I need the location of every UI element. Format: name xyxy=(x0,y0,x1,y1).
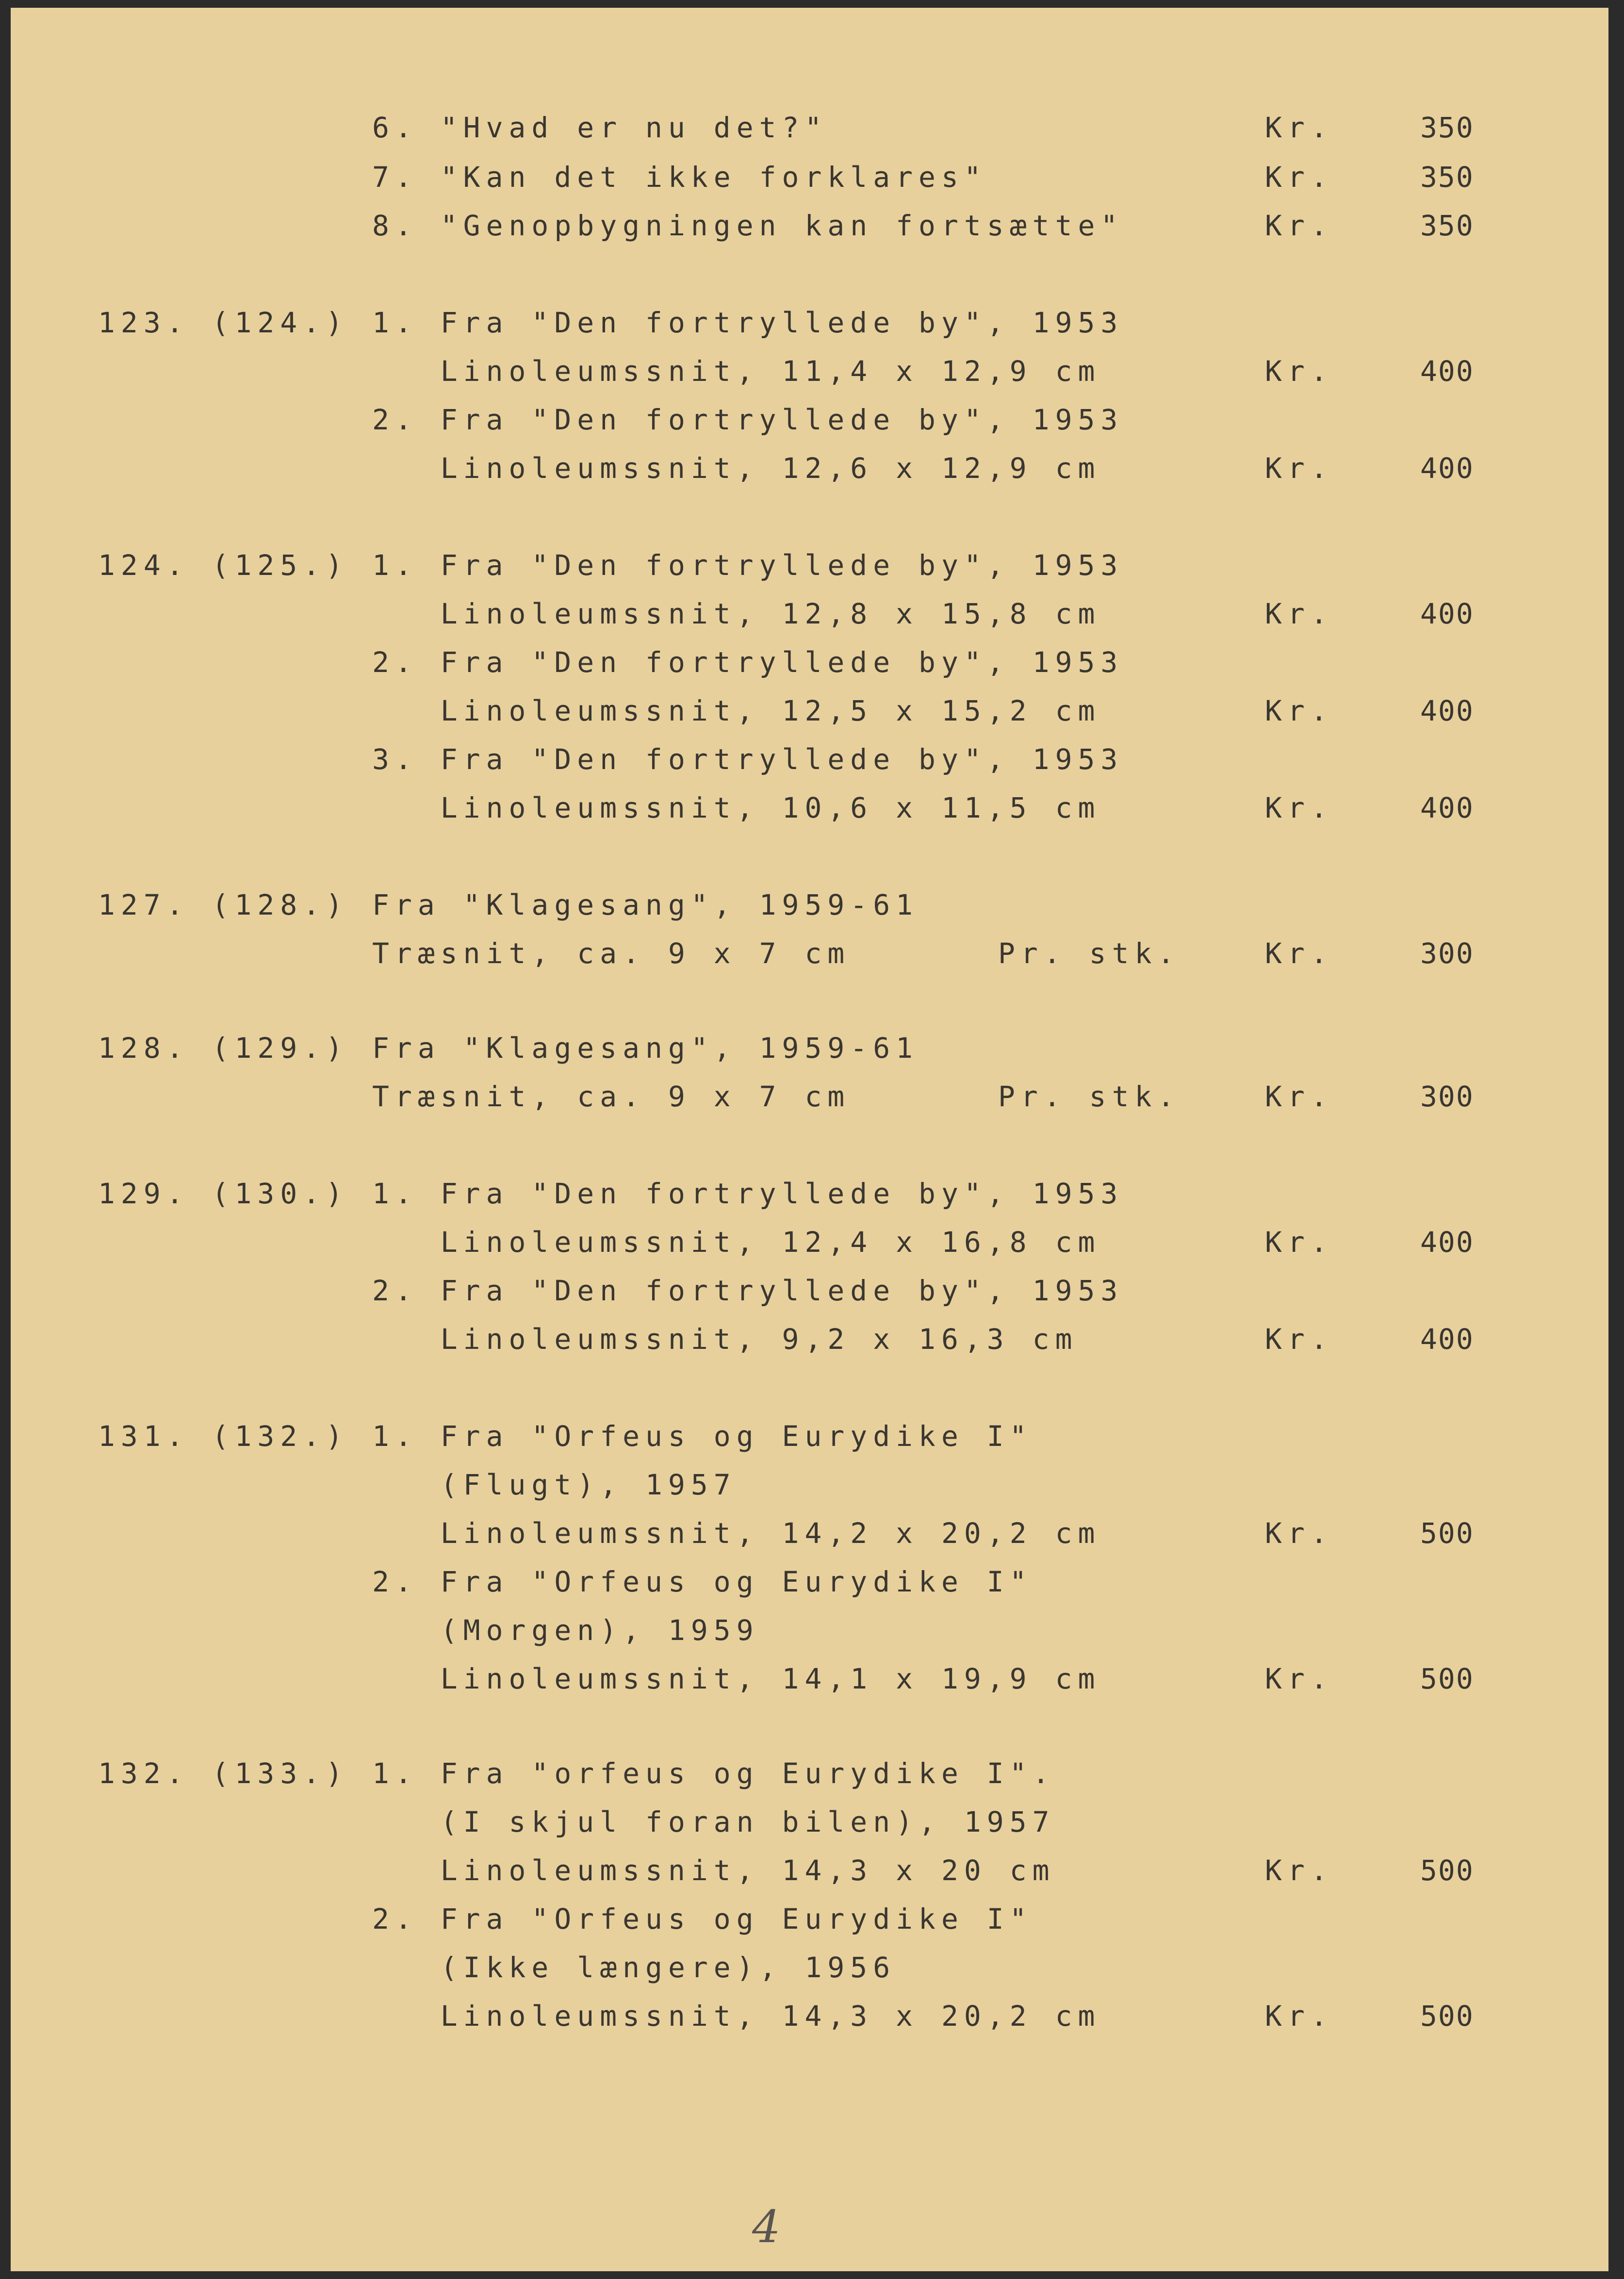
catalogue-number: 127. (128.) xyxy=(98,888,349,921)
document-page xyxy=(11,8,1608,2271)
item-description: Linoleumssnit, 9,2 x 16,3 cm xyxy=(372,1323,1078,1356)
item-description: Linoleumssnit, 11,4 x 12,9 cm xyxy=(372,355,1101,388)
item-description: Træsnit, ca. 9 x 7 cm xyxy=(372,937,851,970)
item-description: Linoleumssnit, 14,2 x 20,2 cm xyxy=(372,1517,1101,1550)
currency-label: Kr. xyxy=(1265,111,1333,144)
currency-label: Kr. xyxy=(1265,1517,1333,1550)
currency-label: Kr. xyxy=(1265,791,1333,824)
currency-label: Kr. xyxy=(1265,1662,1333,1695)
item-description: Linoleumssnit, 14,1 x 19,9 cm xyxy=(372,1662,1101,1695)
item-description: Linoleumssnit, 14,3 x 20,2 cm xyxy=(372,2000,1101,2033)
price-amount: 400 xyxy=(1420,452,1474,485)
currency-label: Kr. xyxy=(1265,1323,1333,1356)
price-amount: 300 xyxy=(1420,937,1474,970)
item-description: 2. Fra "Den fortryllede by", 1953 xyxy=(372,403,1124,436)
currency-label: Kr. xyxy=(1265,355,1333,388)
item-description: 8. "Genopbygningen kan fortsætte" xyxy=(372,209,1124,242)
item-description: 1. Fra "Orfeus og Eurydike I" xyxy=(372,1420,1033,1453)
item-description: 2. Fra "Den fortryllede by", 1953 xyxy=(372,646,1124,679)
item-description: 7. "Kan det ikke forklares" xyxy=(372,161,987,194)
item-description: 2. Fra "Orfeus og Eurydike I" xyxy=(372,1565,1033,1598)
price-amount: 350 xyxy=(1420,209,1474,242)
price-amount: 500 xyxy=(1420,1854,1474,1887)
price-amount: 400 xyxy=(1420,355,1474,388)
item-description: 1. Fra "Den fortryllede by", 1953 xyxy=(372,549,1124,582)
currency-label: Kr. xyxy=(1265,597,1333,630)
item-description: 1. Fra "orfeus og Eurydike I". xyxy=(372,1757,1055,1790)
price-amount: 400 xyxy=(1420,1226,1474,1259)
currency-label: Kr. xyxy=(1265,1080,1333,1113)
item-description: (Ikke længere), 1956 xyxy=(372,1951,896,1984)
currency-label: Kr. xyxy=(1265,2000,1333,2033)
currency-label: Kr. xyxy=(1265,937,1333,970)
price-amount: 400 xyxy=(1420,791,1474,824)
item-description: Linoleumssnit, 12,6 x 12,9 cm xyxy=(372,452,1101,485)
catalogue-number: 129. (130.) xyxy=(98,1177,349,1210)
item-description: Fra "Klagesang", 1959-61 xyxy=(372,888,919,921)
price-amount: 500 xyxy=(1420,1517,1474,1550)
per-piece-note: Pr. stk. xyxy=(998,937,1181,970)
item-description: 1. Fra "Den fortryllede by", 1953 xyxy=(372,306,1124,339)
currency-label: Kr. xyxy=(1265,452,1333,485)
item-description: Fra "Klagesang", 1959-61 xyxy=(372,1032,919,1065)
price-amount: 350 xyxy=(1420,161,1474,194)
item-description: 1. Fra "Den fortryllede by", 1953 xyxy=(372,1177,1124,1210)
catalogue-number: 131. (132.) xyxy=(98,1420,349,1453)
currency-label: Kr. xyxy=(1265,209,1333,242)
item-description: Linoleumssnit, 14,3 x 20 cm xyxy=(372,1854,1055,1887)
item-description: Linoleumssnit, 12,5 x 15,2 cm xyxy=(372,694,1101,727)
price-amount: 300 xyxy=(1420,1080,1474,1113)
currency-label: Kr. xyxy=(1265,694,1333,727)
item-description: Linoleumssnit, 10,6 x 11,5 cm xyxy=(372,791,1101,824)
item-description: Træsnit, ca. 9 x 7 cm xyxy=(372,1080,851,1113)
item-description: 2. Fra "Den fortryllede by", 1953 xyxy=(372,1274,1124,1307)
currency-label: Kr. xyxy=(1265,1854,1333,1887)
item-description: (Morgen), 1959 xyxy=(372,1614,759,1647)
per-piece-note: Pr. stk. xyxy=(998,1080,1181,1113)
item-description: 6. "Hvad er nu det?" xyxy=(372,111,828,144)
catalogue-number: 128. (129.) xyxy=(98,1032,349,1065)
price-amount: 500 xyxy=(1420,2000,1474,2033)
price-amount: 350 xyxy=(1420,111,1474,144)
price-amount: 400 xyxy=(1420,597,1474,630)
item-description: (Flugt), 1957 xyxy=(372,1468,737,1501)
item-description: Linoleumssnit, 12,4 x 16,8 cm xyxy=(372,1226,1101,1259)
item-description: 3. Fra "Den fortryllede by", 1953 xyxy=(372,743,1124,776)
item-description: 2. Fra "Orfeus og Eurydike I" xyxy=(372,1902,1033,1935)
catalogue-number: 123. (124.) xyxy=(98,306,349,339)
price-amount: 400 xyxy=(1420,1323,1474,1356)
price-amount: 500 xyxy=(1420,1662,1474,1695)
price-amount: 400 xyxy=(1420,694,1474,727)
catalogue-number: 132. (133.) xyxy=(98,1757,349,1790)
catalogue-number: 124. (125.) xyxy=(98,549,349,582)
currency-label: Kr. xyxy=(1265,161,1333,194)
item-description: Linoleumssnit, 12,8 x 15,8 cm xyxy=(372,597,1101,630)
currency-label: Kr. xyxy=(1265,1226,1333,1259)
handwritten-page-number: 4 xyxy=(752,2201,781,2253)
item-description: (I skjul foran bilen), 1957 xyxy=(372,1805,1055,1838)
